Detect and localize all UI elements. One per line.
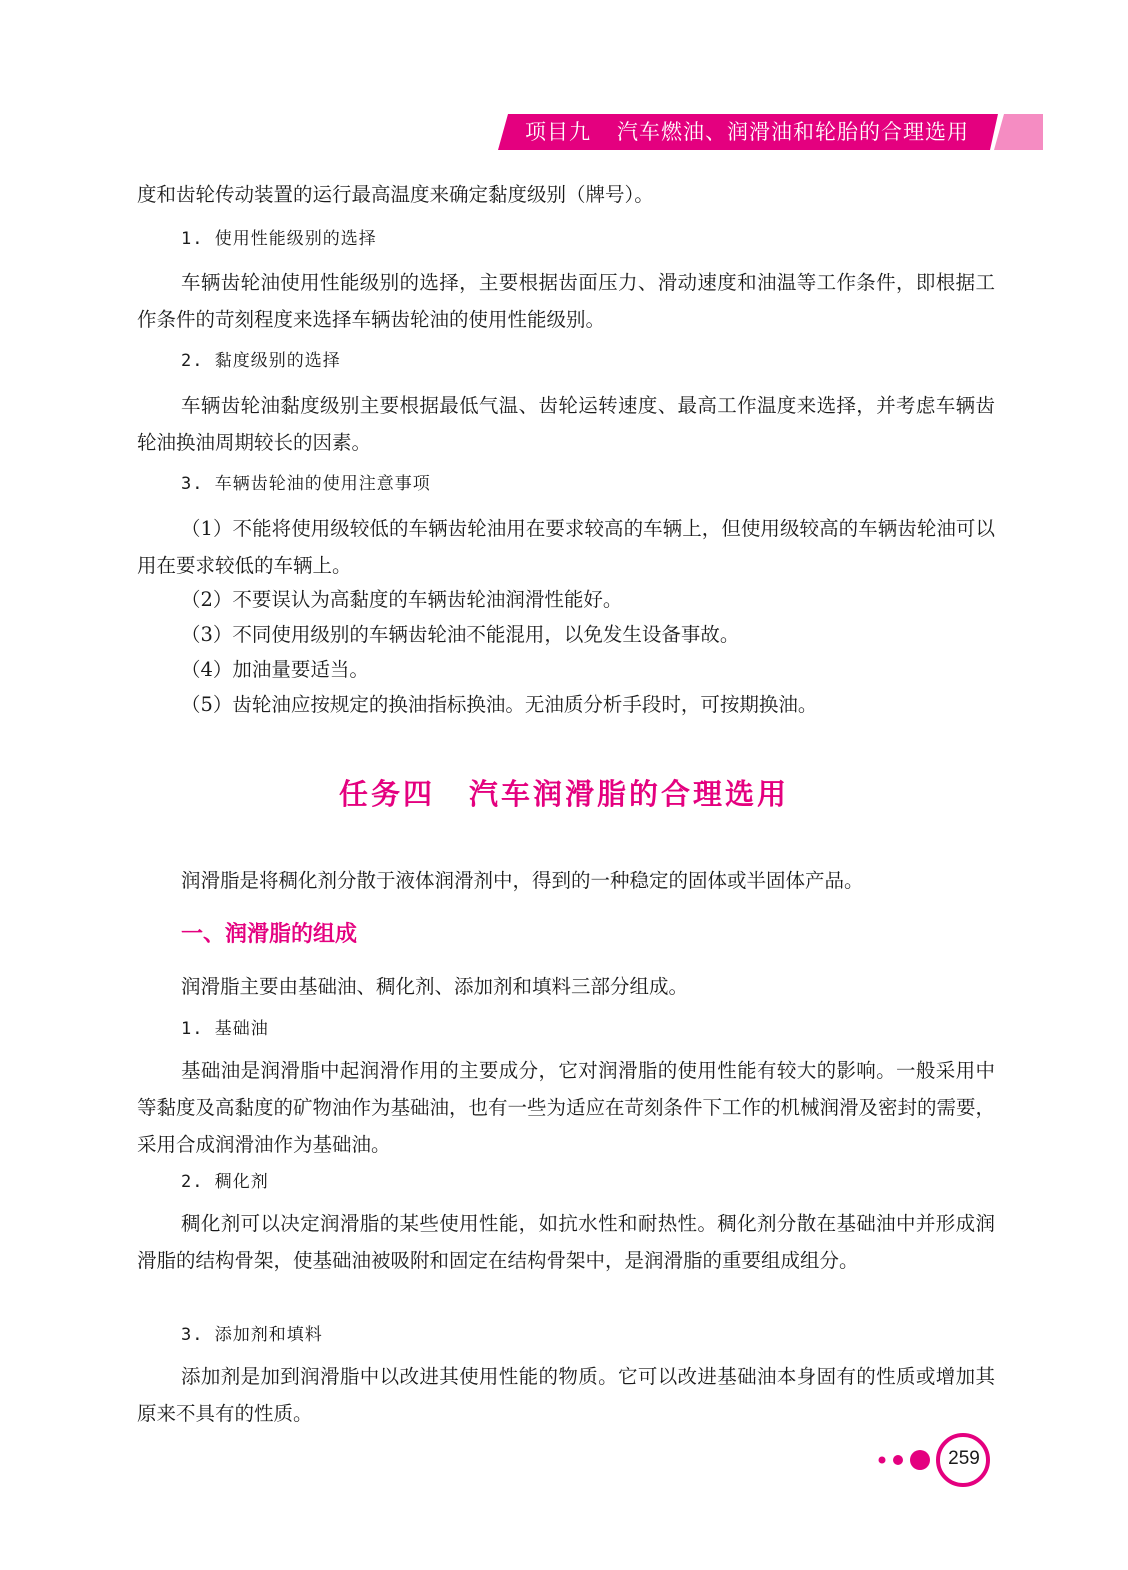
paragraph-viscosity-level: 车辆齿轮油黏度级别主要根据最低气温、齿轮运转速度、最高工作温度来选择，并考虑车辆齿轮油换油周期较长的因素。 — [137, 394, 995, 454]
paragraph-grease-definition: 润滑脂是将稠化剂分散于液体润滑剂中，得到的一种稳定的固体或半固体产品。 — [181, 869, 864, 892]
list-item-note-1: （1）不能将使用级较低的车辆齿轮油用在要求较高的车辆上，但使用级较高的车辆齿轮油可以用在要求较低的车辆上。 — [137, 517, 995, 577]
subheading-additives: 3. 添加剂和填料 — [181, 1325, 323, 1345]
task-name: 汽车润滑脂的合理选用 — [469, 777, 790, 811]
list-item-note-4: （4）加油量要适当。 — [181, 658, 369, 681]
list-item-note-5: （5）齿轮油应按规定的换油指标换油。无油质分析手段时，可按期换油。 — [181, 693, 818, 716]
subheading-viscosity-level: 2. 黏度级别的选择 — [181, 351, 341, 371]
section-heading-composition: 一、润滑脂的组成 — [181, 922, 358, 947]
page-number-badge — [870, 1432, 1000, 1492]
subheading-thickener: 2. 稠化剂 — [181, 1172, 269, 1192]
task-number: 任务四 — [338, 777, 435, 811]
paragraph-composition: 润滑脂主要由基础油、稠化剂、添加剂和填料三部分组成。 — [181, 975, 689, 998]
paragraph-additives: 添加剂是加到润滑脂中以改进其使用性能的物质。它可以改进基础油本身固有的性质或增加其原来不具有的性质。 — [137, 1365, 995, 1425]
paragraph-base-oil: 基础油是润滑脂中起润滑作用的主要成分，它对润滑脂的使用性能有较大的影响。一般采用中等黏度及高黏度的矿物油作为基础油，也有一些为适应在苛刻条件下工作的机械润滑及密封的需要，采用合成润滑油作为基础油。 — [137, 1059, 996, 1156]
header-project: 项目九 — [525, 120, 591, 144]
running-header-title — [525, 116, 969, 148]
paragraph-performance-level: 车辆齿轮油使用性能级别的选择，主要根据齿面压力、滑动速度和油温等工作条件，即根据工作条件的苛刻程度来选择车辆齿轮油的使用性能级别。 — [137, 271, 995, 331]
header-chapter-title: 汽车燃油、润滑油和轮胎的合理选用 — [617, 120, 969, 144]
paragraph-intro: 度和齿轮传动装置的运行最高温度来确定黏度级别（牌号）。 — [137, 183, 654, 206]
subheading-base-oil: 1. 基础油 — [181, 1019, 269, 1039]
list-item-note-2: （2）不要误认为高黏度的车辆齿轮油润滑性能好。 — [181, 588, 623, 611]
subheading-usage-notes: 3. 车辆齿轮油的使用注意事项 — [181, 474, 431, 494]
page-number: 259 — [948, 1448, 980, 1469]
task-title — [0, 772, 1128, 813]
paragraph-thickener: 稠化剂可以决定润滑脂的某些使用性能，如抗水性和耐热性。稠化剂分散在基础油中并形成润滑脂的结构骨架，使基础油被吸附和固定在结构骨架中，是润滑脂的重要组成组分。 — [137, 1212, 995, 1272]
subheading-performance-level: 1. 使用性能级别的选择 — [181, 229, 377, 249]
list-item-note-3: （3）不同使用级别的车辆齿轮油不能混用，以免发生设备事故。 — [181, 623, 740, 646]
